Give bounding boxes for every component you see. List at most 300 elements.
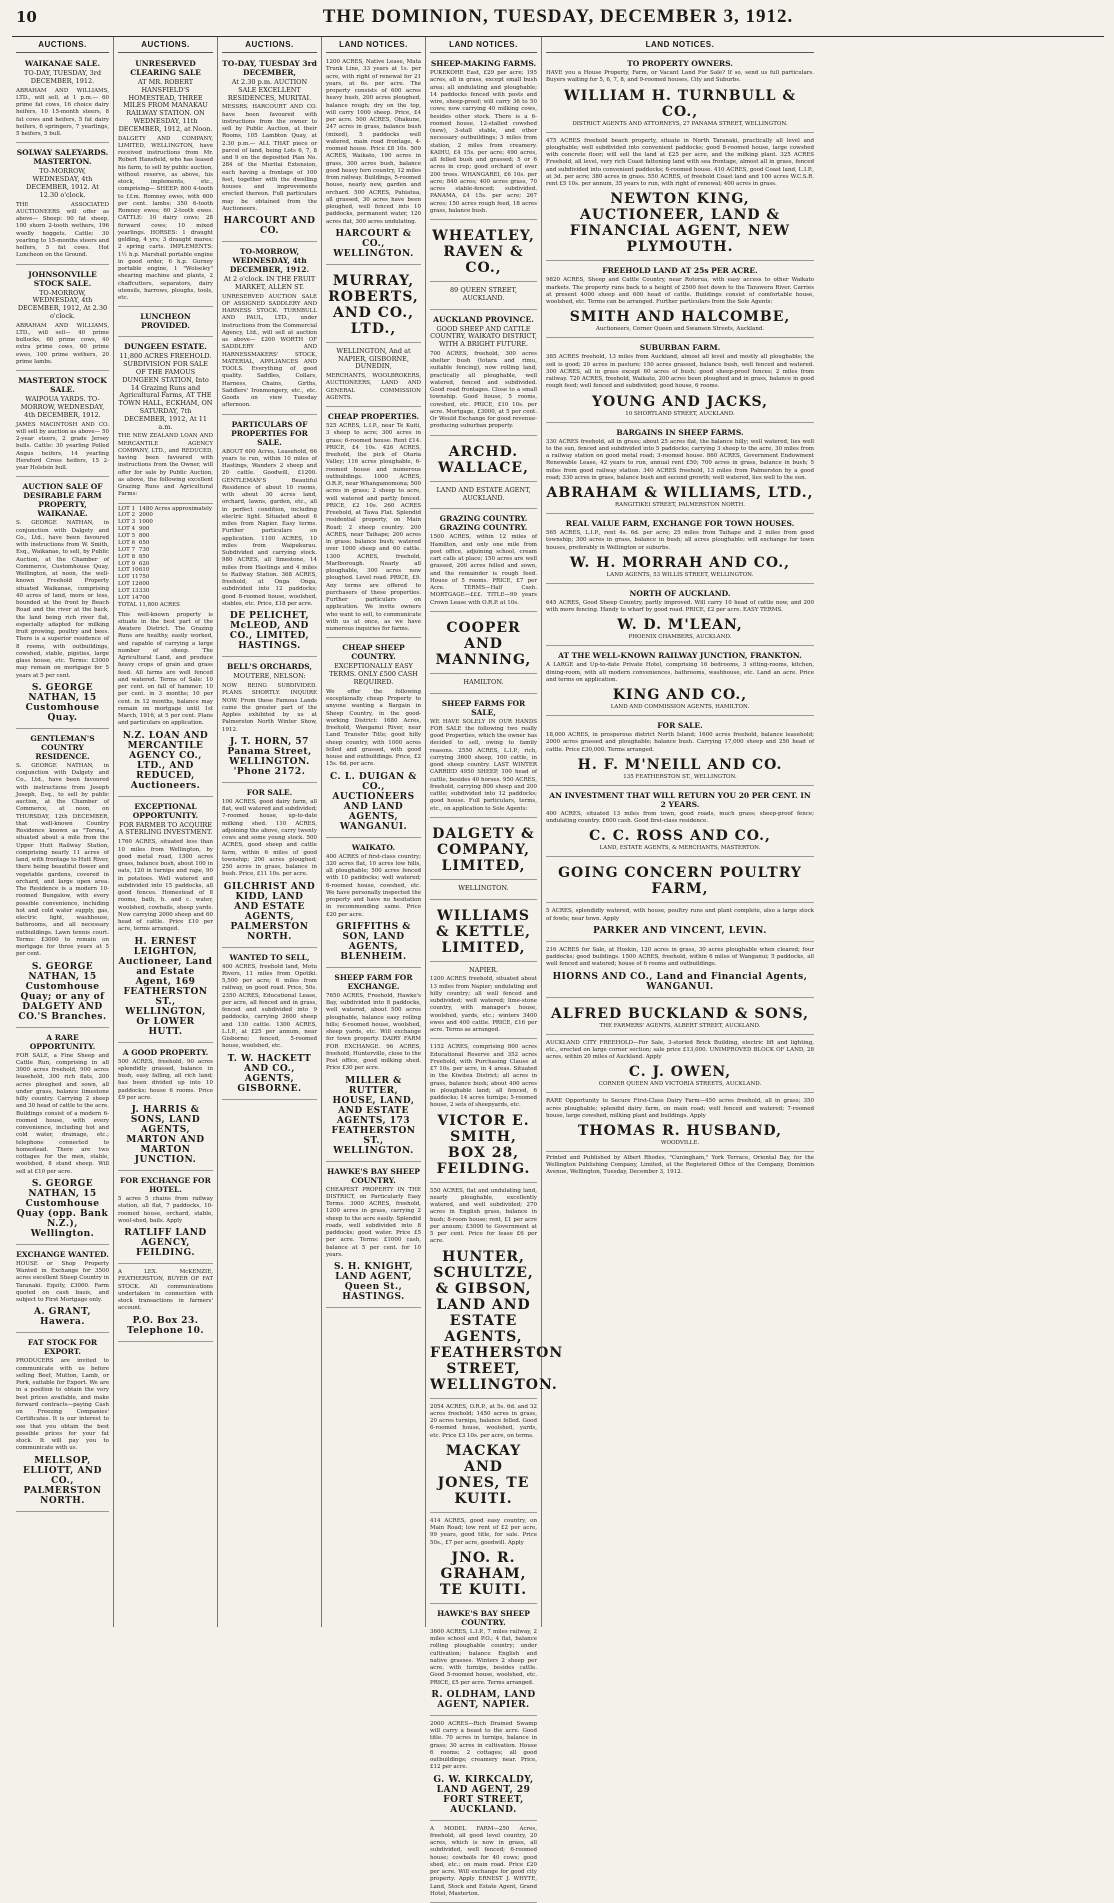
ad-address: RANGITIKEI STREET, PALMERSTON NORTH. xyxy=(614,502,746,508)
ad-advertiser: HUNTER, SCHULTZE, & GIBSON, LAND AND ESTATE AGENTS, FEATHERSTON STREET, WELLINGTON. xyxy=(430,1248,564,1393)
advertisement xyxy=(118,799,213,1043)
advertisement xyxy=(326,1164,421,1309)
ad-advertiser: GILCHRIST AND KIDD, LAND AND ESTATE AGENTS, PALMERSTON NORTH. xyxy=(223,881,316,942)
advertisement xyxy=(430,1401,537,1513)
lot-table xyxy=(118,506,213,609)
ad-advertiser: WHEATLEY, RAVEN & CO., xyxy=(432,228,535,276)
advertisement xyxy=(546,944,814,998)
lot-number: LOT 1 xyxy=(118,505,136,512)
advertisement xyxy=(546,1000,814,1035)
column-4 xyxy=(322,37,426,1627)
ad-subtitle: LAND AND ESTATE AGENT, AUCKLAND. xyxy=(436,485,531,502)
ad-title: SHEEP FARM FOR EXCHANGE. xyxy=(334,972,413,991)
ad-title: FOR SALE. xyxy=(246,787,293,797)
advertisement xyxy=(326,840,421,968)
advertisement xyxy=(222,659,317,783)
ad-body: 2000 ACRES—Rich Drained Swamp will carry a beast to the acre. Good title. 70 acres in turnips, balance in grass; 30 acres in cultivation. House 6 rooms; 2 cottages; all good outbuildings; creamery near. Price, £12 per acre. xyxy=(430,1720,537,1771)
advertisement xyxy=(16,1030,109,1245)
ad-advertiser: N.Z. LOAN AND MERCANTILE AGENCY CO., LTD., AND REDUCED, Auctioneers. xyxy=(122,730,209,791)
ad-subtitle: WELLINGTON, And at NAPIER, GISBORNE, DUNEDIN, xyxy=(336,346,411,371)
advertisement xyxy=(222,244,317,415)
lot-number: LOT 9 xyxy=(118,560,136,567)
lot-row xyxy=(118,588,213,595)
advertisement xyxy=(430,222,537,282)
advertisement xyxy=(546,425,814,515)
advertisement xyxy=(118,1045,213,1172)
advertisement xyxy=(118,56,213,307)
ad-advertiser: G. W. KIRKCALDY, LAND AGENT, 29 FORT STREET, AUCKLAND. xyxy=(433,1774,534,1815)
advertisement xyxy=(16,479,109,729)
ad-title: FOR SALE. xyxy=(657,721,703,730)
ad-subtitle: FOR FARMER TO ACQUIRE A STERLING INVESTMENT. xyxy=(118,820,213,837)
lot-acres: 330 xyxy=(138,588,150,595)
advertisement xyxy=(546,648,814,716)
advertisement xyxy=(546,905,814,942)
ad-body: 330 ACRES freehold, all in grass; about 25 acres flat, the balance hilly; well watered, lies well to the sun, fenced and subdivided into 5 paddocks; carrying 3 sheep to the acre, 30 miles from a railway station on good metal road; 3-roomed house. 860 ACRES, Government Endowment Renewable Lease, 42 years to run, annual rent £50; 700 acres in grass, balance in bush; 5 miles from good railway station. 340 ACRES freehold, 13 miles from Palmerston by a good road; 330 acres in grass, balance bush and second growth; well watered, lies well to the sun. xyxy=(546,438,814,481)
ad-body: 1500 ACRES, within 12 miles of Hamilton, and only one mile from post office, adjoining school, cream cart calls at place; 150 acres are well grassed, 200 acres felled and sown, and the remainder is rough feed. House of 5 rooms. PRICE, £7 per Acre. TERMS—Half Cash. MORTGAGE—£££. TITLE—99 years Crown Lease with O.R.P. at 10s. xyxy=(430,534,537,606)
ad-address: Auctioneers, Corner Queen and Swanson Streets, Auckland. xyxy=(595,326,765,333)
advertisement xyxy=(118,1173,213,1264)
advertisement xyxy=(16,267,109,372)
ad-advertiser: MURRAY, ROBERTS, AND CO., LTD., xyxy=(328,272,419,337)
imprint: Printed and Published by Albert Rhodes, "Cuningham," York Terrace, Oriental Bay, for the Wellington Publishing Company, Limited, at the Registered Office of the Company, Dominion Avenue, Wellington, Tuesday, December 3, 1912. xyxy=(546,1155,814,1176)
ad-title: AT THE WELL-KNOWN RAILWAY JUNCTION, FRANKTON. xyxy=(558,651,802,661)
columns xyxy=(12,37,1104,1897)
advertisement xyxy=(16,731,109,1028)
ad-advertiser: HARCOURT AND CO. xyxy=(223,216,316,237)
column-2 xyxy=(114,37,218,1627)
advertisement xyxy=(326,345,421,407)
lot-row xyxy=(118,581,213,588)
advertisement xyxy=(546,788,814,858)
ad-title: AUCKLAND PROVINCE. xyxy=(433,314,534,324)
advertisement xyxy=(430,964,537,1040)
advertisement xyxy=(430,696,537,818)
ad-title: DUNGEEN ESTATE. xyxy=(124,342,207,352)
ad-title: FAT STOCK FOR EXPORT. xyxy=(27,1338,98,1357)
ad-address: LAND AGENTS, 53 WILLIS STREET, WELLINGTON. xyxy=(606,571,754,578)
lot-row xyxy=(118,574,213,581)
ad-advertiser: S. H. KNIGHT, LAND AGENT, Queen St., HASTINGS. xyxy=(333,1262,413,1303)
ad-body: 9820 ACRES, Sheep and Cattle Country, near Rotorua, with easy access to other Waikato markets. The property runs back to a height of 2500 feet down to the Tarawera River. Carries at present 4000 sheep and 600 head of cattle. Buildings consist of comfortable house, woolshed, etc. Terms can be arranged. Further particulars from the Sole Agents: xyxy=(546,277,814,305)
page-number: 10 xyxy=(16,8,37,26)
ad-title: EXCHANGE WANTED. xyxy=(16,1249,109,1259)
ad-advertiser: SMITH AND HALCOMBE, xyxy=(569,309,791,326)
column-heading: AUCTIONS. xyxy=(222,37,317,53)
lot-row xyxy=(118,554,213,561)
ad-subtitle: EXCEPTIONALLY EASY TERMS. ONLY £500 CASH REQUIRED. xyxy=(329,662,418,686)
lot-row xyxy=(118,595,213,602)
ad-body: AUCKLAND CITY FREEHOLD—For Sale, 3-storied Brick Building, electric lift and lighting, etc., erected on large corner section; sale price £13,000. UNIMPROVED BLOCK OF LAND, 28 acres, within 20 miles of Auckland. Apply xyxy=(546,1039,814,1060)
lot-number: TOTAL xyxy=(118,601,138,608)
advertisement xyxy=(546,56,814,133)
advertisement xyxy=(222,950,317,1100)
lot-row xyxy=(118,561,213,568)
ad-body: 475 ACRES freehold beach property, situate in North Taranaki, practically all level and ploughable; well subdivided into convenient paddocks; good 8-roomed house, large cowshed with concrete floor; will sell the land at £25 per acre, and the milking plant. 325 ACRES Freehold, all level, very rich Coast fattening land with sea frontage, almost all in grass, fenced and subdivided into convenient paddocks; 6-roomed house. 410 ACRES, good Coast land, L.I.P., at 3d. per acre; 380 acres in grass. 550 ACRES, of freehold Coast land and 100 acres W.C.S.R. rent £5 10s. per annum, 35 years to run, with right of renewal; 400 acres in grass. xyxy=(546,137,814,187)
column-5 xyxy=(426,37,564,1897)
lot-number: LOT 2 xyxy=(118,512,136,519)
ad-body: 216 ACRES for Sale, at Hoskin, 120 acres in grass, 30 acres ploughable when cleared; four paddocks; good buildings. 1500 ACRES, freehold, within 6 miles of Wanganui; 5 paddocks, all well fenced and watered; house of 6 rooms and outbuildings. xyxy=(546,946,814,968)
lot-row xyxy=(118,547,213,554)
column-heading: AUCTIONS. xyxy=(16,37,109,53)
advertisement xyxy=(326,640,421,837)
ad-body: 500 ACRES, freehold, 90 acres splendidly grassed, balance in bush, easy falling, all rich land; has been divided up into 10 paddocks; house 6 rooms. Price £9 per acre. xyxy=(118,1058,213,1101)
ad-advertiser: W. D. M'LEAN, xyxy=(617,617,743,634)
lot-acres: 850 xyxy=(138,553,150,560)
ad-body: 3600 ACRES, L.I.P., 7 miles railway, 2 miles school and P.O.; 4 flat, balance rolling ploughable country; under cultivation; balance English and native grasses. Winters 2 sheep per acre, with turnips, besides cattle. Good 5-roomed house, woolshed, etc. PRICE, £5 per acre. Terms arranged. xyxy=(430,1628,537,1686)
ad-body: 1200 ACRES, Native Lease, Mata Trunk Line, 33 years at 1s. per acre, with right of renewal for 21 years, at 6s. per acre. The property consists of 600 acres heavy bush, 200 acres ploughed, balance rough; dry on the top, will carry 1000 sheep. Price, £4 per acre. 500 ACRES, Ohakune, 247 acres in grass, balance bush (mixed), 5 paddocks well watered, main road frontage, 4-roomed house. Price £8 10s. 500 ACRES, Waikato, 190 acres in grass, 300 acres bush, balance good heavy fern country, 12 miles from railway. Buildings, 5-roomed house, nearly new, garden and orchard. 500 ACRES, Pahiatua, all grassed, 30 acres have been ploughed, well fenced into 10 paddocks, permanent water, 120 acres flat, 300 acres undulating. xyxy=(326,59,421,225)
advertisement xyxy=(430,1823,537,1903)
column-3 xyxy=(218,37,322,1627)
ad-body: 385 ACRES freehold, 13 miles from Auckland, almost all level and mostly all ploughable; the soil is good; 20 acres in pasture; 150 acres grassed, balance bush, well fenced and watered. 300 ACRES, all in grass except 60 acres of bush; good sheep-proof fences; 2 miles from railway. 720 ACRES, freehold, Waikato, 200 acres been ploughed and in grass, balance in good rough feed; well fenced and subdivided; good house, 6 rooms. xyxy=(546,354,814,390)
ad-advertiser: WILLIAMS & KETTLE, LIMITED, xyxy=(435,907,532,956)
lot-acres: 750 xyxy=(138,574,150,581)
lot-row xyxy=(118,567,213,574)
ad-advertiser: THOMAS R. HUSBAND, xyxy=(577,1123,783,1139)
ad-body: HAVE you a House Property, Farm, or Vacant Land For Sale? If so, send us full particulars. Buyers waiting for 5, 6, 7, 8, and 9-roomed houses, City and Suburbs. xyxy=(546,70,814,84)
lot-acres: 1000 xyxy=(138,519,153,526)
ad-body: 400 ACRES, situated 13 miles from town, good roads, much grass; sheep-proof fence; undulating country. £600 cash. Good first-class residence. xyxy=(546,810,814,824)
ad-body: 565 ACRES, L.I.P., rent 4s. 6d. per acre; 25 miles from Taihape and 2 miles from good township; 300 acres in grass, balance in bush; all acres ploughable; will exchange for town houses, preferably in Wellington or suburbs. xyxy=(546,530,814,551)
advertisement xyxy=(546,1095,814,1152)
ad-body: WE HAVE SOLELY IN OUR HANDS FOR SALE the following two really good Properties, which the owner has decided to sell, owing to family reasons. 2550 ACRES, L.I.P., rich, carrying 3600 sheep, 100 cattle, in good sheep country. LAST WINTER CARRIED 4950 SHEEP, 100 head of cattle, besides 40 horses. 950 ACRES, freehold, carrying 800 sheep and 200 cattle; subdivided into 12 paddocks; good house. Full particulars, terms, etc., on application to Sole Agents: xyxy=(430,718,537,812)
ad-title: SUBURBAN FARM. xyxy=(639,343,721,353)
ad-subtitle: WAIPOUA YARDS. TO-MORROW, WEDNESDAY, 4th DECEMBER, 1912. xyxy=(20,395,105,419)
ad-subtitle: TO-MORROW, WEDNESDAY, 4th DECEMBER, 1912, At 2.30 o'clock. xyxy=(17,288,108,320)
ad-title: HAWKE'S BAY SHEEP COUNTRY. xyxy=(437,1608,530,1627)
ad-title: A GOOD PROPERTY. xyxy=(122,1047,209,1057)
ad-subtitle: AT MR. ROBERT HANSFIELD'S HOMESTEAD, THREE MILES FROM MANAKAU RAILWAY STATION. ON WEDNESDAY, 11th DECEMBER, 1912, at Noon. xyxy=(118,78,213,133)
advertisement xyxy=(546,263,814,338)
ad-advertiser: MELLSOP, ELLIOTT, AND CO., PALMERSTON NORTH. xyxy=(23,1455,102,1506)
ad-body: CHEAPEST PROPERTY IN THE DISTRICT, on Particularly Easy Terms. 3000 ACRES, freehold, 1200 acres in grass, carrying 2 sheep to the acre easily. Splendid roads, well subdivided into 8 paddocks; good water. Price £5 per acre. Terms: £1000 cash, balance at 5 per cent. for 10 years. xyxy=(326,1186,421,1258)
lot-number: LOT 11 xyxy=(118,574,139,581)
advertisement xyxy=(546,1037,814,1094)
ad-advertiser: H. ERNEST LEIGHTON, Auctioneer, Land and Estate Agent, 169 FEATHERSTON ST., WELLINGTON, Or LOWER HUTT. xyxy=(118,936,213,1037)
lot-acres: 11,800 ACRES xyxy=(138,601,180,608)
ad-advertiser: J. HARRIS & SONS, LAND AGENTS, MARTON AND MARTON JUNCTION. xyxy=(126,1105,205,1166)
ad-body: NOW BEING SUBDIVIDED. PLANS SHORTLY. INQUIRE NOW. From these Famous Lands came the greater part of the Apples exhibited by us at Palmerston North Winter Show, 1912. xyxy=(222,683,317,733)
lot-row xyxy=(118,506,213,513)
lot-acres: 730 xyxy=(138,546,150,553)
ad-advertiser: ABRAHAM & WILLIAMS, LTD., xyxy=(546,485,814,501)
ad-title: AUCTION SALE OF DESIRABLE FARM PROPERTY, WAIKANAE. xyxy=(22,482,103,519)
ad-subtitle: TO-DAY, TUESDAY, 3rd DECEMBER, 1912. xyxy=(24,69,101,85)
masthead xyxy=(12,6,1104,37)
ad-title: FREEHOLD LAND AT 25s PER ACRE. xyxy=(602,266,758,276)
ad-title: GRAZING COUNTRY. GRAZING COUNTRY. xyxy=(439,514,528,533)
lot-number: LOT 3 xyxy=(118,519,136,526)
ad-title: TO-MORROW, WEDNESDAY, 4th DECEMBER, 1912. xyxy=(229,247,310,275)
advertisement xyxy=(430,882,537,900)
ad-advertiser: WILLIAM H. TURNBULL & CO., xyxy=(563,87,797,120)
ad-address: CORNER QUEEN AND VICTORIA STREETS, AUCKLAND. xyxy=(598,1081,762,1088)
lot-row xyxy=(118,533,213,540)
lot-acres: 600 xyxy=(138,581,150,588)
newspaper-title: THE DOMINION, TUESDAY, DECEMBER 3, 1912. xyxy=(322,6,794,27)
ad-title: BELL'S ORCHARDS, xyxy=(226,662,313,672)
advertisement xyxy=(16,145,109,264)
lot-acres: 650 xyxy=(138,539,150,546)
advertisement xyxy=(326,970,421,1162)
ad-body: 18,000 ACRES, in prosperous district North Island; 1600 acres freehold, balance leasehold; 2000 acres grassed and ploughable; balance bush. Carrying 17,000 sheep and 250 head of cattle. Price £30,000. Terms arranged. xyxy=(546,732,814,753)
lot-row xyxy=(118,540,213,547)
ad-advertiser: S. GEORGE NATHAN, 15 Customhouse Quay; or any of DALGETY AND CO.'S Branches. xyxy=(18,961,107,1022)
advertisement xyxy=(430,902,537,962)
advertisement xyxy=(326,409,421,638)
lot-number: LOT 7 xyxy=(118,546,136,553)
advertisement xyxy=(16,1335,109,1511)
advertisement xyxy=(430,1185,564,1399)
advertisement xyxy=(16,373,109,477)
ad-title: SHEEP FARMS FOR SALE, xyxy=(441,698,526,717)
ad-title: A RARE OPPORTUNITY. xyxy=(29,1032,96,1051)
ad-title: UNRESERVED CLEARING SALE xyxy=(130,59,201,77)
ad-body: 100 ACRES, good dairy farm, all flat, well watered and subdivided; 7-roomed house, up-to-date milking shed. 110 ACRES, adjoining the above, carry twenty cows and some young stock. 500 ACRES, good sheep and cattle farm, within 6 miles of good township; 200 acres ploughed; 250 acres in grass, balance in bush. Price, £11 10s. per acre. xyxy=(222,798,317,878)
ad-title: REAL VALUE FARM, EXCHANGE FOR TOWN HOUSES. xyxy=(565,519,795,528)
ad-advertiser: C. L. DUIGAN & CO., AUCTIONEERS AND LAND AGENTS, WANGANUI. xyxy=(330,771,417,832)
column-heading: LAND NOTICES. xyxy=(326,37,421,53)
advertisement xyxy=(222,56,317,242)
ad-body: ABOUT 600 Acres, Leasehold, 66 years to run, within 10 miles of Hastings, Wanders 2 sheep and 20 cattle. Goodwill, £1200. GENTLEMAN'S Beautiful Residence of about 10 rooms, with about 30 acres land, orchard, lawns, garden, etc., all in perfect condition, including electric light. Situated about 6 miles from Napier. Easy terms. Further particulars on application. 1100 ACRES, 10 miles from Waipukurau. Subdivided and carrying stock. 980 ACRES, all limestone, 14 miles from Hastings and 4 miles to Railway Station. 368 ACRES, freehold, at Onga Onga, subdivided into 12 paddocks; good 8-roomed house, woolshed, stables, etc. Price, £18 per acre. xyxy=(222,448,317,607)
advertisement xyxy=(16,1247,109,1334)
lot-acres: 2000 xyxy=(138,512,153,519)
ad-body: FOR SALE, a Fine Sheep and Cattle Run, comprising in all 3000 acres freehold, 900 acres leasehold, 300 rich flats, 200 acres ploughed and sown, all under grass, balance limestone hilly country. Carrying 2 sheep and 30 head of cattle to the acre. Buildings consist of a modern 6-roomed house, with every convenience, including hot and cold water, drainage, etc.; telephone connected to homestead. There are two cottages for the men, stable, woolshed, 8 stand sheep. Will sell at £10 per acre. xyxy=(16,1052,109,1175)
lot-number: LOT 5 xyxy=(118,533,136,540)
ad-subtitle: NAPIER. xyxy=(468,965,499,974)
ad-address: DISTRICT AGENTS AND ATTORNEYS, 27 PANAMA STREET, WELLINGTON. xyxy=(572,120,788,127)
lot-number: LOT 4 xyxy=(118,526,136,533)
ad-body: 550 ACRES, flat and undulating land, nearly ploughable, excellently watered, and well subdivided; 270 acres in English grass, balance in bush; 8-room house; rent, £1 per acre per annum; £3000 to Government at 5 per cent. Price for lease £6 per acre. xyxy=(430,1187,537,1245)
ad-subtitle: 11,800 ACRES FREEHOLD. SUBDIVISION FOR SALE OF THE FAMOUS DUNGEEN STATION, Into 14 Grazing Runs and Agricultural Farms, AT THE TOWN HALL, ECKHAM, ON SATURDAY, 7th DECEMBER, 1912, At 11 a.m. xyxy=(118,352,213,431)
ad-subtitle: TO-MORROW, WEDNESDAY, 4th DECEMBER, 1912. At 12.30 o'clock. xyxy=(26,167,99,199)
ad-body: 400 ACRES of first-class country; 320 acres flat, 10 acres low hills, all ploughable; 500 acres fenced with 10 paddocks; well watered; 6-roomed house, cowshed, etc. We have personally inspected the property and have no hesitation in recommending same. Price £20 per acre. xyxy=(326,853,421,918)
ad-subtitle: 89 QUEEN STREET, AUCKLAND. xyxy=(449,286,517,302)
ad-body: A LEX. McKENZIE, FEATHERSTON, BUYER OF FAT STOCK. All communications undertaken in connection with stock transactions in farmers' account. xyxy=(118,1269,213,1312)
ad-address: 10 SHORTLAND STREET, AUCKLAND. xyxy=(625,410,735,417)
ad-body: PUKEKOHE East, £29 per acre; 195 acres, all in grass, except small bush area; all undulating and ploughable; 14 paddocks fenced with posts and wire, sheep-proof; will carry 36 to 50 cows; now carrying 40 milking cows, besides other stock. There is a 6-roomed house, 12-stalled cowshed (new), 3-stall stable, and other necessary outbuildings; 3 miles from station, 2 miles from creamery. KAIHU, £4 15s. per acre; 490 acres, all felled bush and grassed; 5 or 6 acres in crop; good orchard of over 200 trees. WHANGAREI, £6 10s. per acre; 840 acres; 400 acres grass, 70 acres stable-fenced; subdivided. PANAMA, £4 15s. per acre; 267 acres; 150 acres rough feed, 18 acres grass, balance bush. xyxy=(430,70,537,214)
ad-advertiser: HARCOURT & CO., WELLINGTON. xyxy=(333,228,414,259)
ad-title: MASTERTON STOCK SALE. xyxy=(18,376,107,395)
advertisement xyxy=(430,614,537,674)
ad-advertiser: C. J. OWEN, xyxy=(628,1064,732,1081)
advertisement xyxy=(430,511,537,612)
ad-address: WOODVILLE. xyxy=(660,1140,700,1146)
lot-number: LOT 12 xyxy=(118,581,139,588)
ad-advertiser: YOUNG AND JACKS, xyxy=(592,393,768,410)
ad-address: PHOENIX CHAMBERS, AUCKLAND. xyxy=(628,634,732,641)
lot-row xyxy=(118,519,213,526)
advertisement xyxy=(430,438,537,482)
ad-body: 1152 ACRES, comprising 800 acres Educational Reserve and 352 acres Freehold, with Purchasing Clause at £7 10s. per acre, in 4 areas. Situated in the Kiwitea District; all acres in grass, balance bush; about 400 acres in ploughable land; all fenced, 6 paddocks; 14 acres turnips; 5-roomed house, 2 sets of sheepyards, etc. xyxy=(430,1044,537,1109)
ad-title: PARTICULARS OF PROPERTIES FOR SALE. xyxy=(231,419,308,447)
ad-address: LAND, ESTATE AGENTS, & MERCHANTS, MASTERTON. xyxy=(599,845,761,852)
ad-subtitle: HAMILTON. xyxy=(463,677,504,686)
ad-advertiser: T. W. HACKETT AND CO., AGENTS, GISBORNE. xyxy=(227,1053,312,1094)
ad-advertiser: NEWTON KING, AUCTIONEER, LAND & FINANCIAL AGENT, NEW PLYMOUTH. xyxy=(569,191,791,256)
advertisement xyxy=(430,284,537,310)
advertisement xyxy=(118,1266,213,1342)
advertisement xyxy=(326,267,421,343)
ad-body: ABRAHAM AND WILLIAMS, LTD., will sell— 40 prime bullocks, 60 prime cows, 40 extra prime cows, 60 prime ewes, 100 prime wethers, 20 prime lambs. xyxy=(16,322,109,365)
ad-advertiser: S. GEORGE NATHAN, 15 Customhouse Quay. xyxy=(25,682,100,723)
ad-body: 1200 ACRES freehold, situated about 13 miles from Napier; undulating and hilly country; all well fenced and subdivided; well watered; lime-stone country, with manager's house, woolshed, yards, etc.; winters 3400 ewes and 400 cattle. PRICE, £16 per acre. Terms as arranged. xyxy=(430,976,537,1034)
ad-advertiser: DALGETY & COMPANY, LIMITED, xyxy=(432,825,535,874)
advertisement xyxy=(16,56,109,143)
lot-number: LOT 8 xyxy=(118,553,136,560)
lot-acres: 620 xyxy=(138,560,150,567)
ad-title: SOLWAY SALEYARDS. MASTERTON. xyxy=(16,148,109,167)
advertisement xyxy=(326,56,421,265)
advertisement xyxy=(546,718,814,786)
lot-row xyxy=(118,602,213,609)
ad-title: WAIKANAE SALE. xyxy=(24,59,101,68)
advertisement xyxy=(222,785,317,948)
advertisement xyxy=(118,609,213,797)
ad-body: 5 ACRES, splendidly watered, with house, poultry runs and plant complete, also a large stock of fowls; near town. Apply xyxy=(546,908,814,922)
ad-title: WANTED TO SELL, xyxy=(229,952,310,962)
ad-title: NORTH OF AUCKLAND. xyxy=(629,588,731,598)
lot-acres: 700 xyxy=(138,594,150,601)
ad-body: THE NEW ZEALAND LOAN AND MERCANTILE AGENCY COMPANY, LTD., and REDUCED, having been favoured with instructions from the Owner, will offer for sale by Public Auction, as above, the following excellent Grazing Runs and Agricultural Farms: xyxy=(118,433,213,498)
ad-title: CHEAP PROPERTIES. xyxy=(327,412,420,422)
ad-advertiser: GOING CONCERN POULTRY FARM, xyxy=(558,865,802,898)
advertisement xyxy=(430,56,537,220)
ad-body: RARE Opportunity to Secure First-Class Dairy Farm—450 acres freehold, all in grass; 350 acres ploughable; splendid dairy farm, on main road; well fenced and watered; 7-roomed house, large cowshed, milking plant and buildings. Apply xyxy=(546,1098,814,1119)
ad-advertiser: COOPER AND MANNING, xyxy=(435,619,532,668)
ad-title: AN INVESTMENT THAT WILL RETURN YOU 20 PER CENT. IN 2 YEARS. xyxy=(549,790,811,809)
ad-body: 2054 ACRES, O.R.P., at 5s. 6d. and 32 acres freehold; 1450 acres in grass, 20 acres turnips, balance felled. Good 6-roomed house, woolshed, yards, etc. Price £3 10s. per acre, on terms. xyxy=(430,1403,537,1439)
column-heading: LAND NOTICES. xyxy=(430,37,537,53)
ad-address: 135 FEATHERSTON ST., WELLINGTON. xyxy=(623,773,737,780)
ad-advertiser: VICTOR E. SMITH, BOX 28, FEILDING. xyxy=(436,1112,531,1177)
ad-advertiser: ALFRED BUCKLAND & SONS, xyxy=(551,1005,809,1022)
ad-advertiser: HIORNS AND CO., Land and Financial Agents, WANGANUI. xyxy=(552,971,808,992)
advertisement xyxy=(118,309,213,337)
ad-title: HAWKE'S BAY SHEEP COUNTRY. xyxy=(327,1166,420,1185)
ad-title: TO-DAY, TUESDAY 3rd DECEMBER, xyxy=(222,59,317,77)
lot-acres: 900 xyxy=(138,526,150,533)
ad-body: A LARGE and Up-to-date Private Hotel, comprising 16 bedrooms, 3 sitting-rooms, kitchen, dining-room, with all modern conveniences, bathrooms, washhouse, etc. Land an acre. Price and terms on application. xyxy=(546,662,814,683)
lot-number: LOT 6 xyxy=(118,539,136,546)
advertisement xyxy=(546,586,814,647)
ad-title: CHEAP SHEEP COUNTRY. xyxy=(342,643,405,662)
ad-advertiser: R. OLDHAM, LAND AGENT, NAPIER. xyxy=(431,1689,536,1710)
column-heading: AUCTIONS. xyxy=(118,37,213,53)
ad-advertiser: P.O. Box 23. Telephone 10. xyxy=(127,1315,204,1336)
ad-address: THE FARMERS' AGENTS, ALBERT STREET, AUCKLAND. xyxy=(599,1022,761,1029)
ad-body: 1760 ACRES, situated less than 10 miles from Wellington, by good metal road, 1300 acres grass, balance bush, about 100 in oats, 120 in turnips and rape, 90 in potatoes. Well watered and subdivided into 15 paddocks, all good fences. Homestead of 8 rooms, bath, h. and c. water, woolshed, cowbails, sheep yards. Now carrying 2000 sheep and 60 head of cattle. Price £10 per acre, terms arranged. xyxy=(118,839,213,933)
ad-body: MERCHANTS, WOOLBROKERS, AUCTIONEERS, LAND AND GENERAL COMMISSION AGENTS. xyxy=(326,373,421,401)
ad-body: 5 acres 5 chains from railway station, all flat, 7 paddocks, 10-roomed house, orchard, stable, wool-shed, bails. Apply xyxy=(118,1196,213,1224)
advertisement xyxy=(430,1515,537,1604)
column-6 xyxy=(542,37,818,1627)
ad-subtitle: At 2 o'clock. IN THE FRUIT MARKET, ALLEN ST. xyxy=(223,275,316,291)
advertisement xyxy=(430,484,537,510)
ad-body: MESSRS. HARCOURT AND CO. have been favoured with instructions from the owner to sell by Public Auction, at their Rooms, 105 Lambton Quay, at 2.30 p.m.— ALL THAT piece or parcel of land, being Lots 6, 7, 8 and 9 on the deposited Plan No. 284 of the Muritai Extension, each having a frontage of 100 feet, together with the dwelling houses and improvements erected thereon. Full particulars may be obtained from the Auctioneers. xyxy=(222,104,317,212)
advertisement xyxy=(118,339,213,503)
lot-acres: 800 xyxy=(138,533,150,540)
advertisement xyxy=(430,1041,537,1182)
ad-advertiser: A. GRANT, Hawera. xyxy=(34,1307,91,1328)
lot-number: LOT 10 xyxy=(118,567,139,574)
advertisement xyxy=(546,135,814,262)
ad-body: 645 ACRES, Good Sheep Country, partly improved. Will carry 10 head of cattle now, and 200 with more fencing. Handy to wharf by good road. PRICE, £2 per acre. EASY TERMS. xyxy=(546,599,814,613)
ad-body: HOUSE or Shop Property Wanted in Exchange for 3500 acres excellent Sheep Country in Taranaki. Equity, £3000. Farm quoted on cash basis, and subject to First Mortgage only. xyxy=(16,1260,109,1304)
advertisement xyxy=(430,312,537,436)
ad-subtitle: At 2.30 p.m. AUCTION SALE EXCELLENT RESIDENCES, MURITAI. xyxy=(227,78,312,102)
ad-title: SHEEP-MAKING FARMS. xyxy=(430,59,537,68)
column-heading: LAND NOTICES. xyxy=(546,37,814,53)
lot-number: LOT 13 xyxy=(118,588,139,595)
lot-number: LOT 14 xyxy=(118,594,139,601)
ad-body: 414 ACRES, good easy country, on Main Road; low rent of £2 per acre, 99 years, good title, for sale. Price 50s., £7 per acre, goodwill. Apply xyxy=(430,1517,537,1546)
ad-body: 700 ACRES, freehold, 300 acres shelter bush (totara and rimu, suitable fencing), now rolling land, practically all ploughable, well watered, fenced and subdivided. Good road frontages. Close to a small township. Good house, 5 rooms, cowshed, etc. PRICE, £10 10s. per acre. Mortgage, £3000, at 5 per cent. Or Would Exchange for good revenue-producing suburban property. xyxy=(430,350,537,430)
ad-title: WAIKATO. xyxy=(351,842,396,852)
ad-advertiser: GRIFFITHS & SON, LAND AGENTS, BLENHEIM. xyxy=(336,921,411,962)
ad-body: THE ASSOCIATED AUCTIONEERS will offer as above— Sheep: 90 fat sheep, 100 shorn 2-tooth wethers, 196 woolly hoggets. Cattle: 30 yearling to 15-months steers and heifers, 5 fat cows. Hot Luncheon on the Ground. xyxy=(16,201,109,259)
advertisement xyxy=(546,859,814,903)
ad-title: JOHNSONVILLE STOCK SALE. xyxy=(28,269,97,288)
ad-advertiser: C. C. ROSS AND CO., xyxy=(589,828,771,845)
ad-advertiser: H. F. M'NEILL AND CO. xyxy=(577,756,783,773)
advertisement xyxy=(546,340,814,422)
ad-advertiser: MACKAY AND JONES, TE KUITI. xyxy=(437,1442,530,1507)
ad-body: PRODUCERS are invited to communicate with us before selling Beef, Mutton, Lamb, or Pork, suitable for Export. We are in a position to obtain the very best prices available, and make forward contracts—paying Cash on Freezing Companies' Certificates. It is our interest to see that you obtain the best possible prices for your fat stock. It will pay you to communicate with us. xyxy=(16,1358,109,1452)
advertisement xyxy=(430,1718,537,1821)
ad-subtitle: GOOD SHEEP AND CATTLE COUNTRY, WAIKATO DISTRICT, WITH A BRIGHT FUTURE. xyxy=(430,324,537,349)
ad-body: UNRESERVED AUCTION SALE OF ASSIGNED SADDLERY AND HARNESS STOCK. TURNBULL AND PAUL, LTD., under instructions from the Commercial Agency, Ltd., will sell at auction as above— £200 WORTH OF SADDLERY AND HARNESSMAKERS' STOCK, MATERIAL, APPLIANCES AND TOOLS. Everything of good quality. Saddles, Collars, Harness, Chains, Girths, Saddlers' Ironmongery, etc., etc. Goods on view Tuesday afternoon. xyxy=(222,293,317,409)
ad-advertiser: DE PELICHET, McLEOD, AND CO., LIMITED, HASTINGS. xyxy=(229,611,310,652)
advertisement xyxy=(546,516,814,584)
advertisement xyxy=(430,1606,537,1716)
ad-subtitle: WELLINGTON. xyxy=(458,883,509,892)
ad-advertiser: S. GEORGE NATHAN, 15 Customhouse Quay (opp. Bank N.Z.), Wellington. xyxy=(16,1178,109,1239)
lot-row xyxy=(118,526,213,533)
lot-row xyxy=(118,512,213,519)
ad-body: DALGETY AND COMPANY, LIMITED, WELLINGTON, have received instructions from Mr. Robert Hansfield, who has leased his farm, to sell by public auction, without reserve, as above, his stock, implements, etc., comprising— SHEEP: 800 4-tooth to f.f.m. Romney ewes, with 600 per cent. lambs; 350 6-tooth Romney ewes; 60 2-tooth ewes. CATTLE: 10 dairy cows; 28 forward cows; 10 mixed yearlings. HORSES: 1 draught gelding, 4 yrs; 3 draught mares; 2 spring carts. IMPLEMENTS: 1½ h.p. Marshall portable engine in good order, 6 h.p. Gurney portable engine, 1 "Wolseley" shearing machine and plants, 2 chaffcutters, separators, dairy utensils, harrows, ploughs, tools, etc. xyxy=(118,135,213,302)
ad-body: JAMES MACINTOSH AND CO. will sell by auction as above— 50 2-year steers, 2 grade Jersey bulls. Cattle: 30 yearling Polled Angus heifers, 14 yearling Hereford Cross heifers, 15 2-year Holstein bull. xyxy=(16,421,109,472)
ad-body: 525 ACRES, L.I.P., near Te Kuiti, 3 sheep to acre; 300 acres in grass; 6-roomed house. Rent £14. PRICE, £4 10s. 426 ACRES, freehold, the pick of Otaria Valley; 116 acres ploughable, 6-roomed house and numerous outbuildings. 1000 ACRES, O.R.P., near Whangamomona; 500 acres in grass; 2 sheep to acre, well watered and partly fenced. PRICE, £2 10s. 260 ACRES Freehold, at Tawa Flat. Splendid residential property, on Main Road; 2 sheep country. 200 ACRES, near Taihape; 200 acres in grass; balance bush; watered over 1000 sheep and 60 cattle. 1300 ACRES, freehold, Marlborough. Nearly all ploughable, 300 acres now ploughed. Level road. PRICE, £9. Any terms are offered to purchasers of these properties. Further particulars on application. We invite owners who want to sell, to communicate with us at once, as we have numerous inquiries for farms. xyxy=(326,423,421,633)
ad-advertiser: ARCHD. WALLACE, xyxy=(438,443,529,476)
advertisement xyxy=(430,820,537,880)
ad-title: EXCEPTIONAL OPPORTUNITY. xyxy=(132,801,199,820)
ad-title: GENTLEMAN'S COUNTRY RESIDENCE. xyxy=(30,733,95,761)
ad-title: LUNCHEON PROVIDED. xyxy=(140,312,191,331)
ad-advertiser: W. H. MORRAH AND CO., xyxy=(569,554,791,571)
column-1 xyxy=(12,37,114,1627)
ad-title: FOR EXCHANGE FOR HOTEL. xyxy=(120,1176,211,1195)
lot-acres: 1480 Acres approximately xyxy=(138,505,213,512)
ad-body: S. GEORGE NATHAN, in conjunction with Dalgety and Co., Ltd., have been favoured with instructions from W. Smith, Esq., Waikanae, to sell, by Public Auction, at the Chamber of Commerce, Customhouse Quay, Wellington, at noon, the well-known Freehold Property situated Waikanae, comprising 40 acres of land, more or less, bounded at the front by Beach Road and the river at the back, the land being rich river flat, especially adapted for milking fruit growing, poultry and bees. There is a superior residence of 8 rooms, with outbuildings, cowshed, stable, pigsties, large glass house, etc. Terms: £3000 may remain on mortgage for 5 years at 5 per cent. xyxy=(16,520,109,679)
ad-address: LAND AND COMMISSION AGENTS, HAMILTON. xyxy=(610,704,750,710)
ad-advertiser: RATLIFF LAND AGENCY, FEILDING. xyxy=(124,1228,207,1259)
ad-body: We offer the following exceptionally cheap Property to anyone wanting a Bargain in Sheep Country, in the good-working District: 1680 Acres, freehold, Wanganui River, near Land Transfer Title; good hilly sheep country, with 1000 acres felled and grassed, with good house and outbuildings. Price, £2 15s. 6d. per acre. xyxy=(326,688,421,768)
advertisement xyxy=(430,676,537,694)
ad-body: 400 ACRES, freehold land, Motu Rivers, 11 miles from Opotiki. 5,500 per acre; 6 miles from railway, on good road. Price, 50s. 2350 ACRES, Educational Lease, per acre, all fenced and in grass, fenced and subdivided into 9 paddocks, carrying 2600 sheep and 130 cattle. 1300 ACRES, L.I.P., at £25 per annum, near Gisborne; fenced, 5-roomed house, woolshed, etc. xyxy=(222,963,317,1050)
ad-body: A MODEL FARM—250 Acres, freehold, all good level country, 20 acres, which is now in grass, all subdivided, well fenced; 6-roomed house; cowbails for 40 cows; good shed, etc.; on main road. Price £20 per acre. Will exchange for good city property. Apply ERNEST J. WHYTE, Land, Stock and Estate Agent, Grand Hotel, Masterton. xyxy=(430,1825,537,1897)
lot-acres: 610 xyxy=(138,567,150,574)
ad-body: 7650 ACRES, Freehold, Hawke's Bay, subdivided into 8 paddocks, well watered, about 500 acres ploughable, balance easy rolling hills; 6-roomed house, woolshed, sheep yards, etc. Will exchange for town property. DAIRY FARM FOR EXCHANGE. 96 ACRES, freehold, Hunterville, close to the Post office, good milking shed. Price £30 per acre. xyxy=(326,992,421,1072)
ad-subtitle: MOUTERE, NELSON: xyxy=(233,672,306,681)
ad-advertiser: J. T. HORN, 57 Panama Street, WELLINGTON. 'Phone 2172. xyxy=(227,736,312,777)
ad-body: S. GEORGE NATHAN, in conjunction with Dalgety and Co., Ltd., have been favoured with instructions from Joseph Joseph, Esq., to sell by public auction, at the Chamber of Commerce, at noon, on THURSDAY, 12th DECEMBER, that well-known Country Residence known as "Torona," situated about a mile from the Upper Hutt Railway Station, comprising nearly 11 acres of land, with frontage to Hutt River, there being beautiful flower and vegetable gardens, covered in orchard, and large open area. The Residence is a modern 10-roomed Bungalow, with every possible convenience, including hot and cold water supply, gas, electric light, washhouse, bathrooms, and all necessary outbuildings. Lawn tennis court. Terms: £3000 to remain on mortgage for three years at 5 per cent. xyxy=(16,762,109,958)
ad-advertiser: PARKER AND VINCENT, LEVIN. xyxy=(593,925,767,936)
ad-body: This well-known property is situate in the best part of the Awatere District. The Grazing Runs are healthy, easily worked, and capable of carrying a large number of sheep. The Agricultural Land, and produce heavy crops of grain and grass feed. All farms are well fenced and watered. Terms of Sale: 10 per cent. on fall of hammer; 10 per cent. in 3 months; 10 per cent. in 12 months, balance may remain on mortgage until 1st March, 1916, at 5 per cent. Plans and particulars on application. xyxy=(118,611,213,727)
ad-advertiser: KING AND CO., xyxy=(612,687,748,703)
ad-title: TO PROPERTY OWNERS. xyxy=(627,59,733,68)
advertisement xyxy=(222,417,317,658)
